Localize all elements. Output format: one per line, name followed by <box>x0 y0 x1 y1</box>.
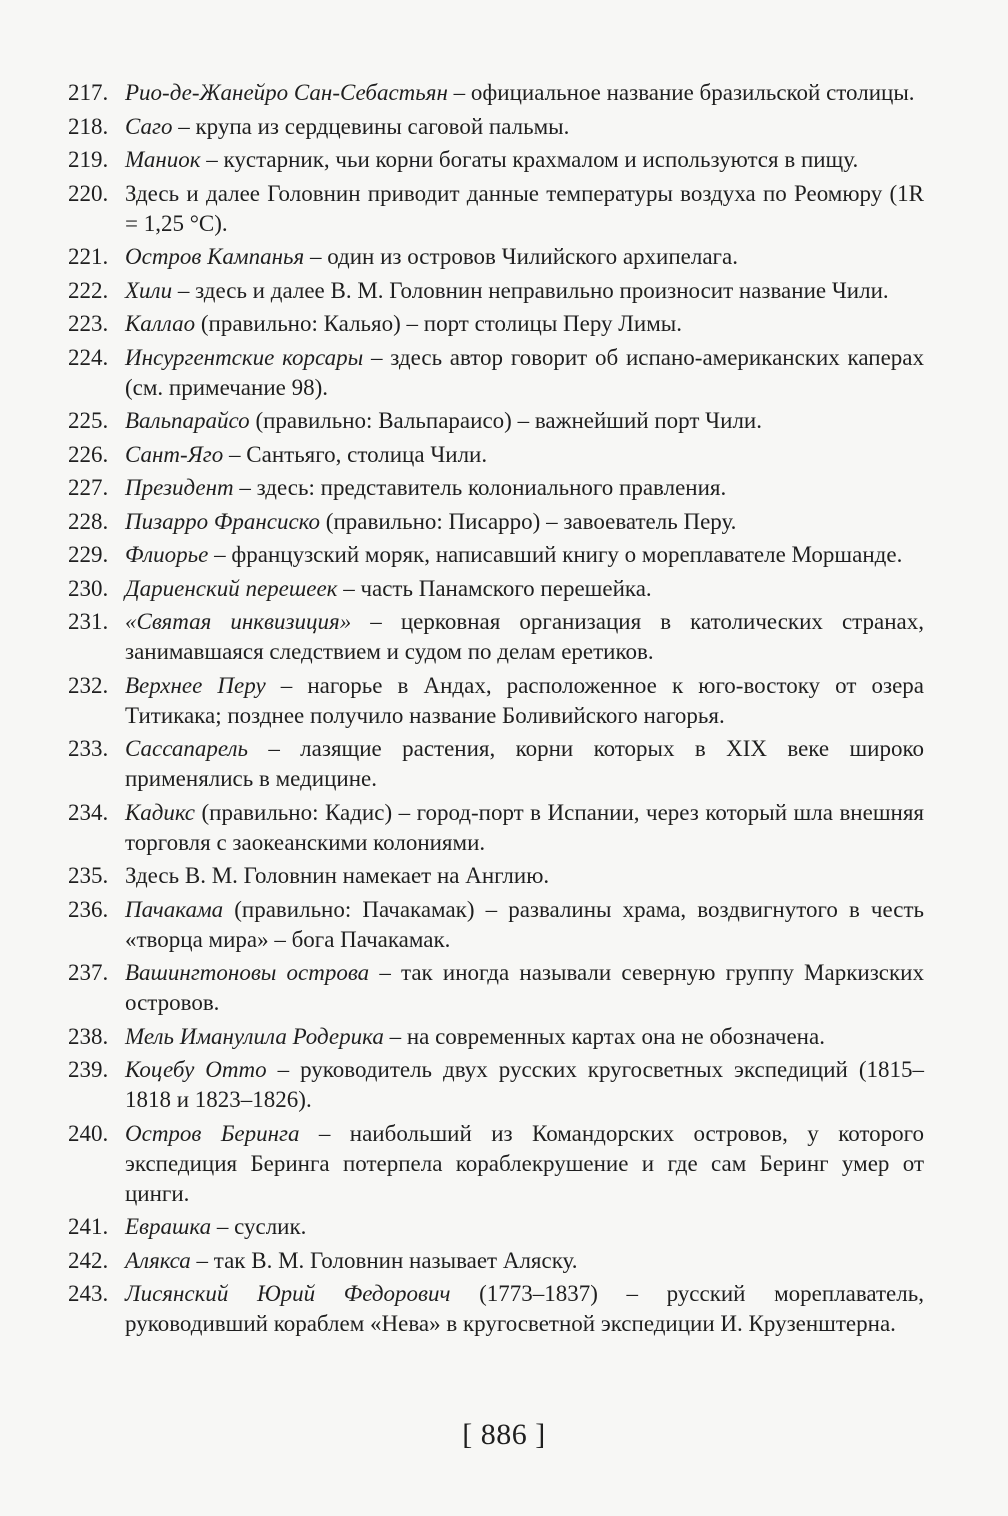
endnote-number: 231. <box>68 609 109 634</box>
endnote-item <box>68 507 924 537</box>
endnote-text <box>125 1246 924 1276</box>
endnote-number: 224. <box>68 344 109 370</box>
endnote-text <box>125 112 924 142</box>
endnote-item <box>68 540 924 570</box>
endnote-item <box>68 1279 924 1339</box>
endnote-text <box>125 540 924 570</box>
endnote-item <box>68 671 924 731</box>
endnote-definition: – Сантьяго, столица Чили. <box>223 441 488 467</box>
endnote-definition: – на современных картах она не обозначена. <box>383 1023 825 1049</box>
endnote-definition: – кустарник, чьи корни богаты крахмалом и используются в пищу. <box>200 147 859 172</box>
endnote-term: Пизарро Франсиско <box>125 508 321 534</box>
endnote-number: 217. <box>68 80 109 105</box>
endnote-definition: (правильно: Кальяо) – порт столицы Перу Лимы. <box>195 311 682 336</box>
endnote-item <box>68 861 924 891</box>
endnote-term: Каллао <box>125 311 196 336</box>
endnote-term: Еврашка <box>125 1214 212 1239</box>
endnote-number: 240. <box>68 1120 109 1146</box>
endnote-term: Дариенский перешеек <box>125 575 338 601</box>
endnote-term: Алякса <box>125 1247 191 1273</box>
endnote-text <box>125 507 924 537</box>
endnote-term: Лисянский Юрий Федорович <box>125 1281 451 1306</box>
endnote-text <box>125 671 924 731</box>
endnote-item <box>68 734 924 794</box>
endnote-definition: – так В. М. Головнин называет Аляску. <box>190 1247 578 1273</box>
endnote-term: Остров Кампанья <box>125 244 305 269</box>
endnote-term: Верхнее Перу <box>125 672 266 698</box>
endnote-item <box>68 574 924 604</box>
endnote-text <box>125 1279 924 1339</box>
endnote-definition: – здесь: представитель колониального правления. <box>233 475 727 500</box>
endnote-text <box>125 574 924 604</box>
endnote-item <box>68 78 924 108</box>
endnote-term: Коцебу Отто <box>125 1057 267 1082</box>
endnote-term: Остров Беринга <box>125 1120 300 1146</box>
endnote-definition: (1773–1837) – русский мореплаватель, руководивший кораблем «Нева» в кругосветной экспедиции И. Крузенштерна. <box>125 1281 924 1336</box>
endnote-item <box>68 1246 924 1276</box>
endnote-term: Хили <box>125 277 173 303</box>
endnote-number: 238. <box>68 1023 109 1049</box>
endnote-definition: – часть Панамского перешейка. <box>337 575 652 601</box>
endnote-number: 220. <box>68 180 109 206</box>
endnote-term: Маниок <box>125 147 201 172</box>
endnote-item <box>68 145 924 175</box>
endnote-number: 239. <box>68 1057 109 1082</box>
endnote-item <box>68 179 924 239</box>
endnote-number: 232. <box>68 672 109 698</box>
endnote-number: 228. <box>68 508 109 534</box>
endnote-definition: – суслик. <box>211 1214 307 1239</box>
endnote-number: 235. <box>68 863 109 888</box>
endnote-item <box>68 607 924 667</box>
endnote-text <box>125 895 924 955</box>
endnote-number: 233. <box>68 736 109 761</box>
endnote-definition: – здесь и далее В. М. Головнин неправильно произносит название Чили. <box>172 277 889 303</box>
endnote-number: 219. <box>68 147 109 172</box>
endnote-term: Сант-Яго <box>125 441 224 467</box>
endnote-definition: (правильно: Кадис) – город-порт в Испании, через который шла внешняя торговля с заокеанскими колониями. <box>125 799 924 855</box>
endnote-item <box>68 343 924 403</box>
page-number: [ 886 ] <box>462 1418 546 1451</box>
endnote-definition: – французский моряк, написавший книгу о мореплавателе Моршанде. <box>208 542 903 567</box>
endnote-number: 226. <box>68 441 109 467</box>
endnote-text <box>125 440 924 470</box>
endnote-term: Саго <box>125 113 173 139</box>
endnote-number: 243. <box>68 1281 109 1306</box>
endnote-definition: – руководитель двух русских кругосветных экспедиций (1815–1818 и 1823–1826). <box>125 1057 924 1112</box>
endnote-number: 229. <box>68 542 109 567</box>
endnote-text <box>125 958 924 1018</box>
endnote-term: Сассапарель <box>125 736 248 761</box>
endnote-item <box>68 1119 924 1209</box>
endnote-item <box>68 798 924 858</box>
endnote-text <box>125 734 924 794</box>
endnote-item <box>68 895 924 955</box>
endnotes-list <box>68 78 924 1343</box>
endnote-item <box>68 440 924 470</box>
endnote-term: Рио-де-Жанейро Сан-Себастьян <box>125 80 448 105</box>
endnote-term: Флиорье <box>125 542 209 567</box>
endnote-text <box>125 1022 924 1052</box>
endnote-item <box>68 958 924 1018</box>
endnote-definition: – наибольший из Командорских островов, у которого экспедиция Беринга потерпела кораблекрушение и где сам Беринг умер от цинги. <box>125 1120 925 1206</box>
endnote-text <box>125 343 924 403</box>
endnote-item <box>68 242 924 272</box>
endnote-definition: (правильно: Вальпараисо) – важнейший порт Чили. <box>249 408 762 433</box>
endnote-definition: – так иногда называли северную группу Маркизских островов. <box>125 960 924 1015</box>
endnote-item <box>68 276 924 306</box>
endnote-number: 218. <box>68 113 109 139</box>
endnote-term: Вальпарайсо <box>125 408 250 433</box>
endnote-text <box>125 473 924 503</box>
endnote-text <box>125 309 924 339</box>
endnote-text <box>125 276 924 306</box>
endnote-text <box>125 179 924 239</box>
endnote-item <box>68 309 924 339</box>
endnote-number: 227. <box>68 475 109 500</box>
endnote-definition: Здесь и далее Головнин приводит данные температуры воздуха по Реомюру (1R = 1,25 °C). <box>125 180 924 236</box>
endnote-term: Президент <box>125 475 234 500</box>
endnote-number: 222. <box>68 277 109 303</box>
endnote-definition: – официальное название бразильской столицы. <box>447 80 915 105</box>
endnote-number: 241. <box>68 1214 109 1239</box>
endnote-definition: – церковная организация в католических странах, занимавшаяся следствием и судом по делам еретиков. <box>125 609 924 664</box>
endnote-item <box>68 1022 924 1052</box>
endnote-term: «Святая инквизиция» <box>125 609 352 634</box>
endnote-text <box>125 607 924 667</box>
endnote-text <box>125 861 924 891</box>
endnote-text <box>125 1055 924 1115</box>
endnote-definition: – лазящие растения, корни которых в XIX веке широко применялись в медицине. <box>125 736 924 791</box>
endnote-text <box>125 78 924 108</box>
endnote-text <box>125 242 924 272</box>
endnote-number: 242. <box>68 1247 109 1273</box>
endnote-item <box>68 1212 924 1242</box>
endnote-item <box>68 112 924 142</box>
endnote-text <box>125 1212 924 1242</box>
endnote-number: 237. <box>68 960 109 985</box>
endnote-number: 236. <box>68 896 109 922</box>
endnote-item <box>68 473 924 503</box>
endnote-term: Мель Иманулила Родерика <box>125 1023 384 1049</box>
endnote-number: 223. <box>68 311 109 336</box>
endnote-term: Инсургентские корсары <box>125 344 364 370</box>
endnote-text <box>125 145 924 175</box>
endnote-text <box>125 798 924 858</box>
endnote-text <box>125 406 924 436</box>
endnote-item <box>68 406 924 436</box>
endnote-number: 225. <box>68 408 109 433</box>
endnote-number: 234. <box>68 799 109 825</box>
endnote-definition: – один из островов Чилийского архипелага. <box>304 244 738 269</box>
endnote-item <box>68 1055 924 1115</box>
endnote-definition: (правильно: Писарро) – завоеватель Перу. <box>320 508 737 534</box>
endnote-definition: Здесь В. М. Головнин намекает на Англию. <box>125 863 550 888</box>
endnote-number: 230. <box>68 575 109 601</box>
endnote-definition: – крупа из сердцевины саговой пальмы. <box>172 113 570 139</box>
endnote-definition: (правильно: Пачакамак) – развалины храма, воздвигнутого в честь «творца мира» – бога Пачакамак. <box>125 896 924 952</box>
endnote-definition: – здесь автор говорит об испано-американских каперах (см. примечание 98). <box>125 344 924 400</box>
endnote-term: Пачакама <box>125 896 224 922</box>
endnote-definition: – нагорье в Андах, расположенное к юго-востоку от озера Титикака; позднее получило название Боливийского нагорья. <box>125 672 924 728</box>
endnote-term: Вашингтоновы острова <box>125 960 370 985</box>
endnote-text <box>125 1119 924 1209</box>
endnote-term: Кадикс <box>125 799 195 825</box>
endnote-number: 221. <box>68 244 109 269</box>
